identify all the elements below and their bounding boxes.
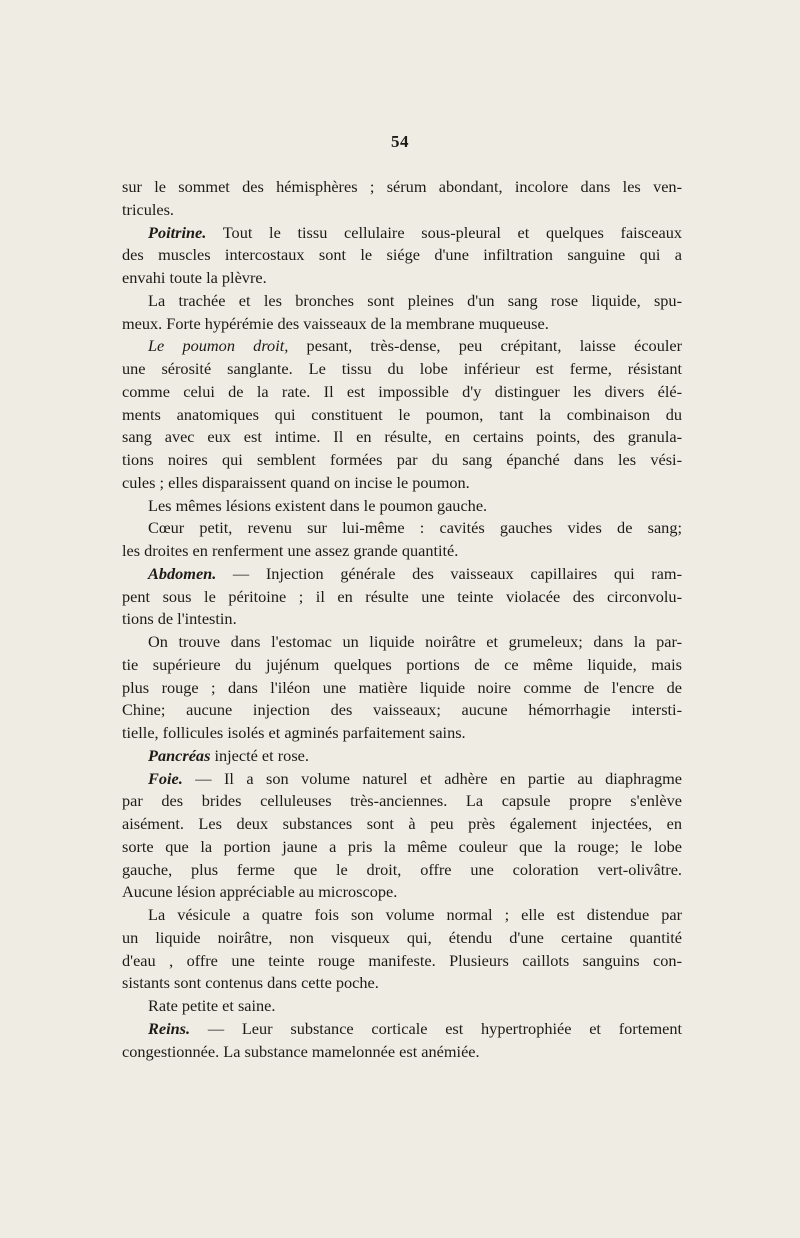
text-run: La vésicule a quatre fois son volume normal ; elle est distendue par — [148, 905, 682, 924]
text-run: tions de l'intestin. — [122, 609, 237, 629]
text-run: Les mêmes lésions existent dans le poumon gauche. — [148, 495, 488, 515]
text-line — [122, 904, 682, 927]
text-run: tions noires qui semblent formées par du sang épanché dans les vési- — [122, 450, 682, 469]
text-run: meux. Forte hypérémie des vaisseaux de la membrane muqueuse. — [122, 313, 549, 333]
text-run: les droites en renferment une assez grande quantité. — [122, 541, 459, 560]
page-number: 54 — [391, 132, 409, 151]
text-line — [122, 722, 682, 745]
emphasized-text: Foie. — [148, 768, 183, 788]
text-run: tie supérieure du jujénum quelques portions de ce même liquide, mais — [122, 654, 682, 674]
text-run: envahi toute la plèvre. — [122, 268, 267, 287]
text-line — [122, 631, 682, 654]
text-line — [122, 836, 682, 859]
text-line — [122, 813, 682, 836]
text-line — [122, 563, 682, 586]
emphasized-text: Poitrine. — [148, 222, 207, 242]
text-run: Aucune lésion appréciable au microscope. — [122, 882, 398, 902]
text-run: sur le sommet des hémisphères ; sérum abondant, incolore dans les ven- — [122, 177, 682, 196]
text-line — [122, 290, 682, 313]
text-line — [122, 677, 682, 700]
text-line — [122, 1041, 682, 1064]
text-run: ments anatomiques qui constituent le poumon, tant la combinaison du — [122, 404, 682, 424]
text-run: cules ; elles disparaissent quand on incise le poumon. — [122, 472, 470, 492]
text-line — [122, 517, 682, 540]
text-run: Rate petite et saine. — [148, 996, 276, 1015]
text-line — [122, 404, 682, 427]
text-run: par des brides celluleuses très-anciennes. La capsule propre s'enlève — [122, 791, 682, 811]
body-text — [122, 176, 682, 1063]
text-line — [122, 426, 682, 449]
emphasized-text: Pancréas — [148, 745, 211, 765]
text-run: — Leur substance corticale est hypertrophiée et fortement — [190, 1018, 682, 1038]
text-run: une sérosité sanglante. Le tissu du lobe inférieur est ferme, résistant — [122, 359, 682, 378]
text-run: pesant, très-dense, peu crépitant, laisse écouler — [288, 336, 682, 356]
text-run: comme celui de la rate. Il est impossible d'y distinguer les divers élé- — [122, 381, 682, 401]
text-line — [122, 495, 682, 518]
text-line — [122, 881, 682, 904]
text-run: Cœur petit, revenu sur lui-même : cavités gauches vides de sang; — [148, 518, 682, 538]
text-run: sistants sont contenus dans cette poche. — [122, 973, 379, 993]
text-line — [122, 768, 682, 791]
text-run: un liquide noirâtre, non visqueux qui, étendu d'une certaine quantité — [122, 927, 682, 947]
text-run: Tout le tissu cellulaire sous-pleural et quelques faisceaux — [206, 222, 682, 242]
text-run: gauche, plus ferme que le droit, offre une coloration vert-olivâtre. — [122, 859, 682, 879]
text-line — [122, 1018, 682, 1041]
text-line — [122, 199, 682, 222]
emphasized-text: Abdomen. — [148, 563, 217, 583]
text-line — [122, 586, 682, 609]
text-run: sorte que la portion jaune a pris la même couleur que la rouge; le lobe — [122, 836, 682, 856]
text-run: congestionnée. La substance mamelonnée est anémiée. — [122, 1041, 480, 1061]
text-line — [122, 950, 682, 973]
text-run: pent sous le péritoine ; il en résulte une teinte violacée des circonvolu- — [122, 586, 682, 606]
text-line — [122, 381, 682, 404]
text-line — [122, 972, 682, 995]
text-line — [122, 313, 682, 336]
text-line — [122, 540, 682, 563]
text-line — [122, 449, 682, 472]
text-run: tricules. — [122, 199, 174, 219]
text-run: On trouve dans l'estomac un liquide noirâtre et grumeleux; dans la par- — [148, 632, 682, 651]
text-line — [122, 654, 682, 677]
emphasized-text: Le poumon droit, — [148, 336, 289, 356]
text-run: d'eau , offre une teinte rouge manifeste. Plusieurs caillots sanguins con- — [122, 950, 682, 970]
text-run: La trachée et les bronches sont pleines d'un sang rose liquide, spu- — [148, 290, 682, 310]
text-line — [122, 745, 682, 768]
text-run: tielle, follicules isolés et agminés parfaitement sains. — [122, 723, 466, 742]
text-run: sang avec eux est intime. Il en résulte, en certains points, des granula- — [122, 427, 682, 447]
text-line — [122, 608, 682, 631]
text-run: — Injection générale des vaisseaux capillaires qui ram- — [216, 563, 682, 583]
emphasized-text: Reins. — [148, 1018, 191, 1038]
text-line — [122, 995, 682, 1018]
text-run: — Il a son volume naturel et adhère en partie au diaphragme — [182, 768, 682, 788]
text-line — [122, 790, 682, 813]
text-line — [122, 267, 682, 290]
text-line — [122, 222, 682, 245]
text-line — [122, 244, 682, 267]
text-line — [122, 335, 682, 358]
text-run: plus rouge ; dans l'iléon une matière liquide noire comme de l'encre de — [122, 677, 682, 697]
text-run: injecté et rose. — [210, 745, 309, 765]
text-run: aisément. Les deux substances sont à peu près également injectées, en — [122, 814, 682, 833]
text-run: Chine; aucune injection des vaisseaux; aucune hémorrhagie intersti- — [122, 700, 682, 720]
text-line — [122, 472, 682, 495]
text-line — [122, 358, 682, 381]
text-line — [122, 927, 682, 950]
text-line — [122, 176, 682, 199]
text-run: des muscles intercostaux sont le siége d'une infiltration sanguine qui a — [122, 245, 682, 265]
text-line — [122, 699, 682, 722]
text-line — [122, 859, 682, 882]
